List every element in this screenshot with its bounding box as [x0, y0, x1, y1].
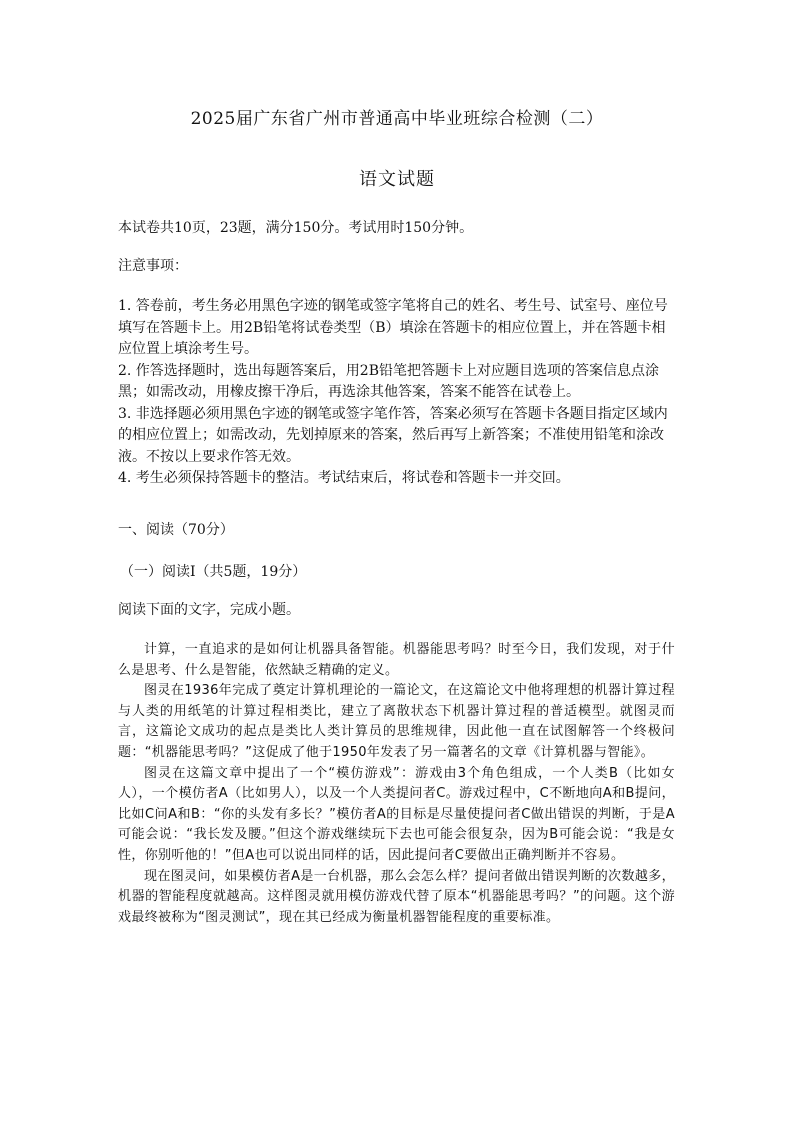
passage-paragraph: 图灵在这篇文章中提出了一个“模仿游戏”：游戏由3个角色组成，一个人类B（比如女人），一个模仿者A（比如男人），以及一个人类提问者C。游戏过程中，C不断地向A和B提问，比如C问A和B：“你的头发有多长？”模仿者A的目标是尽量使提问者C做出错误的判断，于是A可能会说：“我长发及腰。”但这个游戏继续玩下去也可能会很复杂，因为B可能会说：“我是女性，你别听他的！”但A也可以说出同样的话，因此提问者C要做出正确判断并不容易。 [118, 765, 675, 863]
passage-paragraph: 现在图灵问，如果模仿者A是一台机器，那么会怎么样？提问者做出错误判断的次数越多，机器的智能程度就越高。这样图灵就用模仿游戏代替了原本“机器能思考吗？”的问题。这个游戏最终被称为“图灵测试”，现在其已经成为衡量机器智能程度的重要标准。 [118, 868, 675, 925]
exam-subtitle: 语文试题 [359, 169, 435, 190]
rules-list [118, 296, 678, 490]
passage-paragraph: 计算，一直追求的是如何让机器具备智能。机器能思考吗？时至今日，我们发现，对于什么是思考、什么是智能，依然缺乏精确的定义。 [118, 642, 675, 678]
exam-title: 2025届广东省广州市普通高中毕业班综合检测（二） [190, 109, 604, 129]
section-subheading: （一）阅读Ⅰ（共5题，19分） [120, 564, 307, 580]
passage-paragraph: 图灵在1936年完成了奠定计算机理论的一篇论文，在这篇论文中他将理想的机器计算过程与人类的用纸笔的计算过程相类比，建立了离散状态下机器计算过程的普适模型。就图灵而言，这篇论文成功的起点是类比人类计算员的思维规律，因此他一直在试图解答一个终极问题：“机器能思考吗？”这促成了他于1950年发表了另一篇著名的文章《计算机器与智能》。 [118, 683, 675, 760]
rule-item: 2. 作答选择题时，选出每题答案后，用2B铅笔把答题卡上对应题目选项的答案信息点涂黑；如需改动，用橡皮擦干净后，再选涂其他答案，答案不能答在试卷上。 [118, 362, 660, 400]
rule-item: 3. 非选择题必须用黑色字迹的钢笔或签字笔作答，答案必须写在答题卡各题目指定区域内的相应位置上；如需改动，先划掉原来的答案，然后再写上新答案；不准使用铅笔和涂改液。不按以上要求作答无效。 [118, 405, 668, 465]
notice-heading: 注意事项： [118, 258, 188, 274]
section-heading: 一、阅读（70分） [118, 522, 234, 538]
rule-item: 1. 答卷前，考生务必用黑色字迹的钢笔或签字笔将自己的姓名、考生号、试室号、座位号填写在答题卡上。用2B铅笔将试卷类型（B）填涂在答题卡的相应位置上，并在答题卡相应位置上填涂考生号。 [118, 298, 668, 357]
rule-item: 4. 考生必须保持答题卡的整洁。考试结束后，将试卷和答题卡一并交回。 [118, 470, 570, 486]
reading-passage [118, 640, 675, 928]
section-instruction: 阅读下面的文字，完成小题。 [118, 602, 300, 618]
exam-intro: 本试卷共10页，23题，满分150分。考试用时150分钟。 [118, 220, 474, 236]
